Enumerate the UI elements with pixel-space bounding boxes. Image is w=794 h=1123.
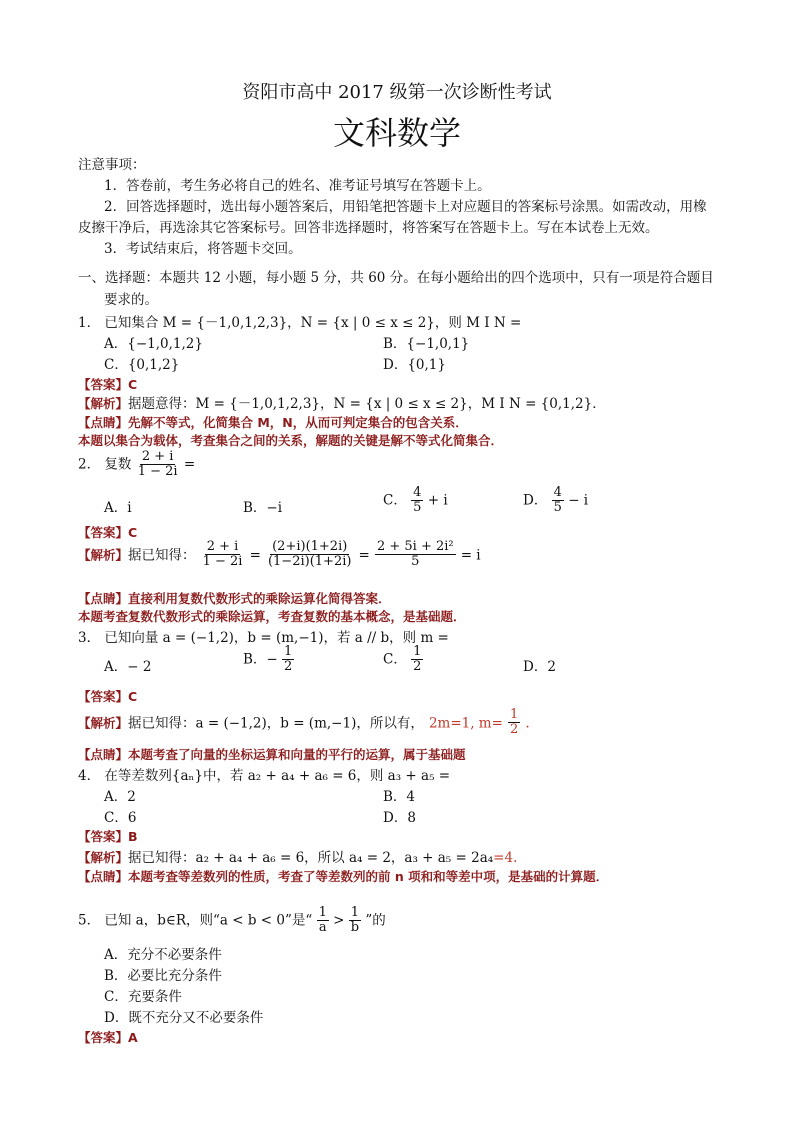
q5-option-d: D．既不充分又不必要条件: [104, 1010, 264, 1026]
q2-option-c-label: C．: [383, 492, 407, 509]
q3-option-a: A．− 2: [104, 659, 152, 675]
q1-comment-text: 先解不等式，化简集合 M，N，从而可判定集合的包含关系．: [128, 415, 468, 430]
q2-option-c: [383, 486, 448, 516]
q3-option-c-frac: [411, 645, 423, 675]
q1-analysis-text: 据题意得：M = {－1,0,1,2,3}，N = {x | 0 ≤ x ≤ 2}，M Ι N = {0,1,2}．: [128, 396, 606, 412]
frac-num: 1: [284, 644, 293, 659]
frac-den: 5: [411, 554, 420, 570]
frac-den: 2: [284, 659, 293, 675]
q4-stem: 4． 在等差数列{aₙ}中，若 a₂ + a₄ + a₆ = 6，则 a₃ + a₅ =: [78, 768, 451, 784]
q2-answer-value: C: [128, 525, 138, 540]
q2-option-c-tail: + i: [427, 492, 448, 509]
q1-analysis: [78, 392, 606, 412]
q4-comment-text: 本题考查等差数列的性质，考查了等差数列的前 n 项和和等差中项，是基础的计算题．: [128, 869, 609, 884]
q2-analysis-prefix: 据已知得：: [128, 547, 196, 564]
analysis-label: 【解析】: [78, 547, 129, 563]
notice-item-2-cont: 皮擦干净后，再选涂其它答案标号。回答非选择题时，将答案写在答题卡上。写在本试卷上无效。: [78, 220, 659, 236]
q4-option-d: D．8: [383, 810, 416, 826]
q5-option-c: C．充要条件: [104, 989, 182, 1005]
frac-num: 2 + i: [206, 539, 239, 554]
frac-num: 1: [318, 905, 327, 920]
q3-analysis-text: 据已知得：a = (−1,2)，b = (m,−1)，所以有，: [128, 715, 424, 732]
q1-stem: 1． 已知集合 M = {－1,0,1,2,3}，N = {x | 0 ≤ x ≤ 2}，则 M Ι N =: [78, 315, 522, 331]
frac-den: 1 − 2i: [202, 554, 243, 570]
frac-num: 1: [413, 644, 422, 659]
q2-comment-text: 直接利用复数代数形式的乘除运算化简得答案．: [128, 591, 391, 606]
q5-stem: [78, 906, 386, 936]
notice-heading: 注意事项：: [78, 157, 146, 173]
q3-option-d: D．2: [523, 659, 556, 675]
q3-option-b-frac: [282, 645, 294, 675]
notice-item-3: 3．考试结束后，将答题卡交回。: [104, 241, 302, 257]
q4-option-b: B．4: [383, 789, 416, 805]
notice-item-1: 1．答卷前，考生务必将自己的姓名、准考证号填写在答题卡上。: [104, 178, 491, 194]
answer-label: 【答案】: [78, 525, 129, 540]
q4-option-a: A．2: [104, 789, 136, 805]
comment-label: 【点睛】: [78, 747, 129, 762]
frac-num: 4: [553, 485, 562, 500]
q4-comment: [78, 866, 608, 885]
q2-eq: =: [183, 456, 196, 473]
answer-label: 【答案】: [78, 1030, 129, 1045]
q1-option-b: B．{−1,0,1}: [383, 336, 470, 352]
frac-den: b: [350, 920, 360, 936]
q2-option-d-frac: [552, 486, 564, 516]
analysis-label: 【解析】: [78, 715, 129, 731]
q2-option-c-frac: [411, 486, 423, 516]
frac-den: 2: [510, 722, 519, 738]
q3-option-c: [383, 645, 423, 675]
q2-answer: [78, 522, 137, 541]
frac-den: a: [318, 920, 327, 936]
q5-stem-suffix: ”的: [365, 912, 386, 929]
q2-stem: [78, 450, 195, 480]
answer-label: 【答案】: [78, 829, 129, 844]
q2-frac-den: 1 − 2i: [137, 464, 178, 480]
q5-frac-b: [349, 906, 361, 936]
q4-analysis-red: =4.: [493, 850, 518, 866]
comment-label: 【点睛】: [78, 415, 129, 430]
subject-title: 文科数学: [332, 114, 461, 152]
q3-comment: [78, 744, 466, 763]
section-heading: 一、选择题：本题共 12 小题，每小题 5 分，共 60 分。在每小题给出的四个选项中，只有一项是符合题目: [78, 270, 714, 286]
q2-option-d-label: D．: [523, 492, 548, 509]
q3-analysis-frac: [508, 708, 520, 738]
exam-title: 资阳市高中 2017 级第一次诊断性考试: [242, 82, 552, 103]
frac-num: 2 + 5i + 2i²: [376, 539, 454, 554]
q2-option-b: B．−i: [243, 500, 283, 516]
q4-answer: [78, 826, 138, 845]
q1-option-d: D．{0,1}: [383, 357, 446, 373]
q4-option-c: C．6: [104, 810, 137, 826]
q1-note: 本题以集合为载体，考查集合之间的关系，解题的关键是解不等式化简集合．: [78, 433, 504, 448]
q1-option-c: C．{0,1,2}: [104, 357, 180, 373]
section-heading-cont: 要求的。: [104, 292, 158, 308]
answer-label: 【答案】: [78, 377, 129, 392]
q1-answer-value: C: [128, 377, 138, 392]
q2-fraction: [136, 450, 180, 480]
comment-label: 【点睛】: [78, 591, 129, 606]
q5-answer-value: A: [128, 1030, 138, 1045]
q2-analysis-result: = i: [460, 547, 481, 564]
q2-frac-num: 2 + i: [141, 449, 174, 464]
period: .: [525, 715, 530, 732]
frac-den: 5: [553, 500, 562, 516]
frac-num: 1: [350, 905, 360, 920]
frac-den: 2: [413, 659, 422, 675]
q2-analysis-frac-3: [375, 540, 456, 570]
q3-option-b: [243, 645, 294, 675]
eq-sign: =: [249, 547, 261, 564]
q2-analysis: [78, 540, 481, 570]
q3-answer: [78, 686, 137, 705]
q2-analysis-frac-1: [201, 540, 245, 570]
q4-analysis: [78, 846, 517, 866]
q5-answer: [78, 1027, 138, 1046]
q2-option-d: [523, 486, 588, 516]
q1-comment: [78, 412, 468, 431]
eq-sign: =: [358, 547, 370, 564]
q3-answer-value: C: [128, 689, 138, 704]
q5-option-b: B．必要比充分条件: [104, 968, 222, 984]
notice-item-2: 2．回答选择题时，选出每小题答案后，用铅笔把答题卡上对应题目的答案标号涂黑。如需改动，用橡: [104, 199, 707, 215]
q3-stem: 3． 已知向量 a = (−1,2)，b = (m,−1)，若 a // b，则 m =: [78, 630, 449, 646]
analysis-label: 【解析】: [78, 850, 129, 865]
q3-option-b-label: B．−: [243, 651, 278, 668]
q2-option-d-tail: − i: [568, 492, 589, 509]
comment-label: 【点睛】: [78, 869, 129, 884]
frac-den: 5: [413, 500, 422, 516]
answer-label: 【答案】: [78, 689, 129, 704]
q1-answer: [78, 374, 137, 393]
q1-option-a: A．{−1,0,1,2}: [104, 336, 203, 352]
frac-num: (2+i)(1+2i): [272, 539, 348, 554]
frac-den: (1−2i)(1+2i): [267, 554, 352, 570]
q2-analysis-frac-2: [266, 540, 353, 570]
q3-comment-text: 本题考查了向量的坐标运算和向量的平行的运算，属于基础题: [128, 747, 466, 762]
gt-sign: >: [333, 912, 345, 929]
q4-analysis-text: 据已知得：a₂ + a₄ + a₆ = 6，所以 a₄ = 2，a₃ + a₅ = 2a₄: [128, 850, 494, 866]
q2-stem-prefix: 2． 复数: [78, 456, 132, 473]
q3-analysis-red: 2m=1, m=: [428, 715, 503, 732]
q5-option-a: A．充分不必要条件: [104, 947, 222, 963]
q4-answer-value: B: [128, 829, 138, 844]
frac-num: 1: [510, 707, 519, 722]
q3-option-c-label: C．: [383, 651, 407, 668]
q2-comment: [78, 588, 391, 607]
q2-option-a: A．i: [104, 500, 132, 516]
q5-stem-prefix: 5． 已知 a，b∈R，则“a < b < 0”是“: [78, 912, 313, 929]
analysis-label: 【解析】: [78, 396, 129, 411]
frac-num: 4: [413, 485, 422, 500]
q5-frac-a: [317, 906, 329, 936]
q3-analysis: [78, 708, 530, 738]
q2-note: 本题考查复数代数形式的乘除运算，考查复数的基本概念，是基础题．: [78, 609, 466, 624]
